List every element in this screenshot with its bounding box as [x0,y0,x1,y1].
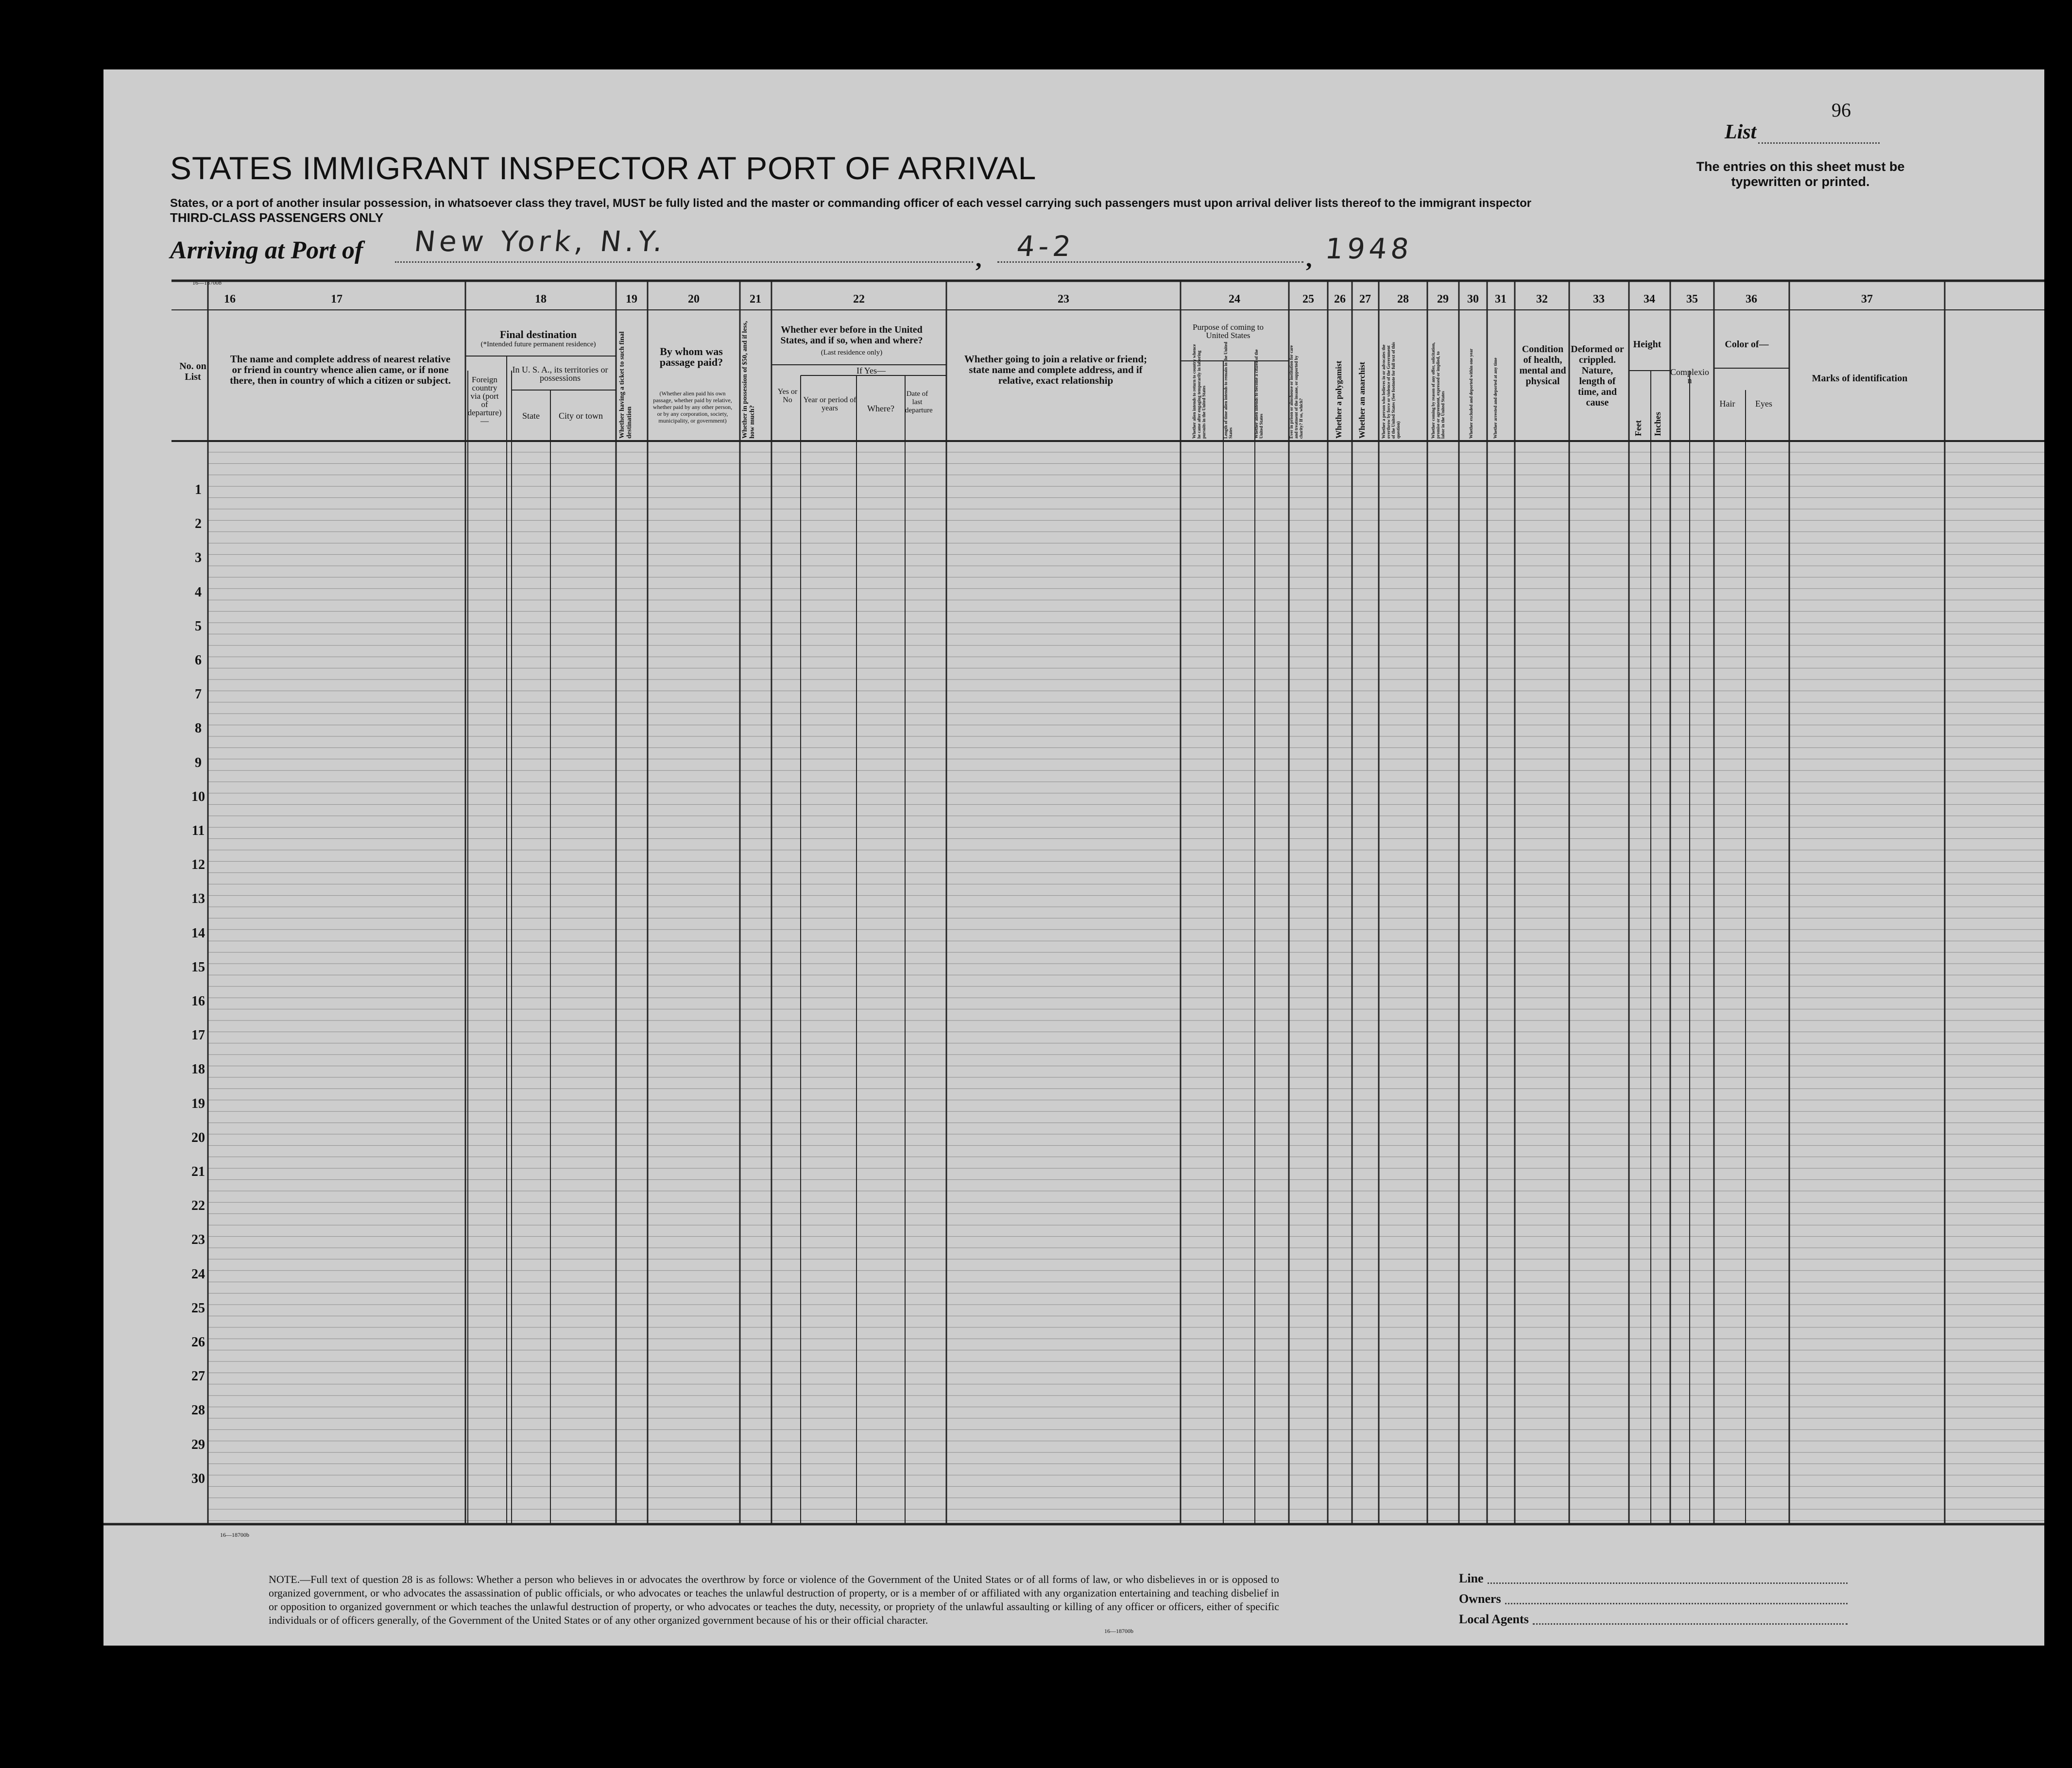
row-number: 27 [191,1369,205,1384]
col37-header: Marks of identification [1812,373,1908,384]
column-number: 29 [1437,293,1449,306]
column-number: 20 [688,293,700,306]
col21-header: Whether in possession of $50, and if less, how much? [741,321,756,439]
arriving-label: Arriving at Port of [170,237,363,264]
manifest-sheet: 96 List The entries on this sheet must be typewritten or printed. STATES IMMIGRANT INSPECTOR AT PORT OF ARRIVAL States, or a port of another insular possession, in whatsoever class they travel, MUST be fully listed and the master or commanding officer of each vessel carrying such passengers must upon arrival deliver lists thereof to the immigrant inspector THIRD-CLASS PASSENGERS ONLY Arriving at Port of New York, N.Y. , 4-2 , 1948 16—18700b 16 17 18 19 20 21 22 23 24 25 26 27 28 29 30 31 32 33 34 35 36 37 No. on List The name and complete address of nearest relative or friend in country whence alien came, or if none there, then in country of which a citizen or subject. Final destination (*Intended future permanent residence) Foreign country via (port of departure)— In U. S. A., its territories or possessions State City or town Whether having a ticket to such final destination By whom was passage paid? (Whether alien paid his own passage, whether paid by relative, whether paid by any other person, or by any corporation, society, municipality, or government) Whether in possession of $50, and if less, how much? Whether ever before in the United States, and if so, when and where? (Last residence only) Yes or No If Yes— Year or period of years Where? Date of last departure Whether going to join a relative or friend; state name and complete address, and if relative, exact relationship Purpose of coming to United States Whether alien intends to return to country whence he came after engaging temporarily in laboring pursuits in the United States Length of time alien intends to remain in the United States Whether alien intends to become a citizen of the United States Ever in prison or almshouse or institution for care and treatment of the insane, or supported by charity? If so, which? Whether a polygamist Whether an anarchist Whether a person who believes in or advocates the overthrow by force or violence of the Government of the United States (See footnote for full text of this question) Whether coming by reason of any offer, solicitation, promise or agreement, expressed or implied, to labor in the United States Whether excluded and deported within one year Whether arrested and deported at any time Condition of health, mental and physical Deformed or crippled. Nature, length of time, and cause Height Feet Inches Complexion Color of— Hair Eyes Marks of identification 1 2 3 4 5 6 7 8 9 10 11 12 13 14 15 16 17 18 19 20 21 22 23 24 25 26 27 28 29 30 16—18700b NOTE.—Full text of question 28 is as follows: Whether a person who believes in or advocates the overthrow by force or violence of the Government of the United States or of all forms of law, or who disbelieves in or is opposed to organized government, or who advocates the assassination of public officials, or who advocates or teaches the unlawful destruction of property, or is a member of or affiliated with any organization entertaining and teaching disbelief in or opposition to organized government or which teaches the unlawful destruction of property, or who advocates or teaches the duty, necessity, or propriety of the unlawful assaulting or killing of any officer or officers, either of specific individuals or of officers generally, of the Government of the United States or of any other organized government because of his or their official character. 16—18700b Line Owners Local Agents [103,69,2044,1646]
row-number: 5 [195,618,202,634]
col34-feet: Feet [1633,420,1643,436]
column-number: 30 [1467,293,1479,306]
col29-header: Whether coming by reason of any offer, solicitation, promise or agreement, expressed or implied, to labor in the United States [1431,342,1445,439]
col33-header: Deformed or crippled. Nature, length of time, and cause [1571,344,1624,408]
agents-field[interactable] [1533,1623,1848,1625]
row-number: 19 [191,1096,205,1111]
row-number: 16 [191,994,205,1009]
column-number: 21 [750,293,761,306]
column-number: 28 [1397,293,1409,306]
col36-eyes: Eyes [1755,399,1772,408]
col26-header: Whether a polygamist [1334,360,1343,439]
col36-hair: Hair [1719,399,1735,408]
column-number: 33 [1593,293,1605,306]
col24-return: Whether alien intends to return to country whence he came after engaging temporarily in laboring pursuits in the United States [1192,344,1206,439]
row-number: 2 [195,516,202,532]
column-number: 36 [1746,293,1757,306]
line-field[interactable] [1488,1582,1848,1584]
col22-date: Date of last departure [905,390,933,414]
row-number: 23 [191,1232,205,1248]
row-number: 13 [191,891,205,907]
footnote: NOTE.—Full text of question 28 is as follows: Whether a person who believes in or advocates the overthrow by force or violence of the Government of the United States or of all forms of law, or who disbelieves in or is opposed to organized government, or who advocates the assassination of public officials, or who advocates or teaches the unlawful destruction of property, or is a member of or affiliated with any organization entertaining and teaching disbelief in or opposition to organized government or which teaches the unlawful destruction of property, or who advocates or teaches the duty, necessity, or propriety of the unlawful assaulting or killing of any officer or officers, either of specific individuals or of officers generally, of the Government of the United States or of any other organized government because of his or their official character. [269,1573,1279,1626]
col19-header: Whether having a ticket to such final destination [618,331,633,439]
list-label: List [1725,121,1757,143]
col22-yesno: Yes or No [777,388,798,404]
row-number: 3 [195,550,202,566]
col24-title: Purpose of coming to United States [1193,323,1264,340]
owners-label: Owners [1459,1592,1501,1606]
column-number: 22 [853,293,865,306]
col22-ifyes: If Yes— [856,366,886,375]
col30-header: Whether excluded and deported within one year [1469,348,1473,439]
row-number: 24 [191,1266,205,1282]
row-number: 21 [191,1164,205,1179]
column-number: 16 [224,293,236,306]
row-number: 30 [191,1471,205,1486]
column-number: 34 [1644,293,1655,306]
column-number: 37 [1861,293,1873,306]
col34-title: Height [1633,339,1661,350]
col22-where: Where? [867,404,894,413]
column-number: 35 [1686,293,1698,306]
manifest-table [103,69,2044,1646]
col22-year: Year or period of years [803,396,856,412]
form-code-footnote: 16—18700b [1104,1628,1133,1634]
column-number: 27 [1359,293,1371,306]
col18-foreign: Foreign country via (port of departure)— [467,375,502,425]
form-code-bottom: 16—18700b [220,1531,249,1538]
line-label: Line [1459,1571,1484,1585]
row-number: 7 [195,687,202,702]
signature-block [1459,1565,1848,1627]
col20-subtitle: (Whether alien paid his own passage, whether paid by relative, whether paid by any other person, or by any corporation, society, municipality, or government) [652,390,733,424]
arrival-year: 1948 [1323,232,1415,265]
instruction-text: States, or a port of another insular possession, in whatsoever class they travel, MUST be fully listed and the master or commanding officer of each vessel carrying such passengers must upon arrival deliver lists thereof to the immigrant inspector [170,197,1532,210]
row-number: 25 [191,1300,205,1316]
column-number: 24 [1229,293,1240,306]
form-code-top: 16—18700b [192,279,222,286]
column-number: 19 [626,293,637,306]
row-number: 6 [195,653,202,668]
col20-title: By whom was passage paid? [659,345,723,368]
column-number: 26 [1334,293,1346,306]
row-number: 17 [191,1028,205,1043]
column-number: 25 [1302,293,1314,306]
column-number: 31 [1495,293,1507,306]
col22-subtitle: (Last residence only) [821,349,883,357]
col18-title: Final destination [499,328,577,340]
col22-title: Whether ever before in the United States, and if so, when and where? [780,324,923,346]
row-number: 9 [195,755,202,770]
entries-note: The entries on this sheet must be typewritten or printed. [1696,159,1905,189]
row-number: 12 [191,857,205,873]
col18-subtitle: (*Intended future permanent residence) [480,340,596,348]
row-number: 15 [191,959,205,975]
col35-header: Complexion [1670,367,1709,385]
row-number: 22 [191,1198,205,1214]
col18-usa: In U. S. A., its territories or possessions [512,365,608,383]
col23-header: Whether going to join a relative or friend; state name and complete address, and if relative, exact relationship [964,353,1147,386]
col36-title: Color of— [1725,339,1769,350]
row-number: 26 [191,1335,205,1350]
col31-header: Whether arrested and deported at any time [1493,357,1498,439]
class-label: THIRD-CLASS PASSENGERS ONLY [170,210,384,225]
row-number: 8 [195,721,202,736]
row-number: 29 [191,1437,205,1452]
col34-inches: Inches [1653,411,1662,436]
row-number: 28 [191,1403,205,1418]
row-number: 1 [195,482,202,497]
col24-length: Length of time alien intends to remain in the United States [1223,341,1233,439]
agents-label: Local Agents [1459,1612,1529,1626]
column-number: 23 [1058,293,1069,306]
row-number: 18 [191,1062,205,1077]
row-number: 10 [191,789,205,804]
col25-header: Ever in prison or almshouse or institution for care and treatment of the insane, or supported by charity? If so, which? [1289,345,1303,439]
column-number: 32 [1536,293,1548,306]
row-number: 14 [191,925,205,941]
form-title: STATES IMMIGRANT INSPECTOR AT PORT OF ARRIVAL [170,150,1037,186]
col24-citizen: Whether alien intends to become a citizen of the United States [1254,349,1264,439]
row-number: 11 [191,823,205,838]
col17-header: The name and complete address of nearest relative or friend in country whence alien came, or if none there, then in country of which a citizen or subject. [230,353,451,386]
row-number: 20 [191,1130,205,1145]
arrival-port: New York, N.Y. [412,225,668,258]
column-number: 18 [535,293,547,306]
col27-header: Whether an anarchist [1357,361,1367,439]
col16-header: No. on List [179,361,206,382]
col18-state: State [522,411,540,421]
col32-header: Condition of health, mental and physical [1519,344,1566,387]
page-number: 96 [1832,99,1851,121]
col28-header: Whether a person who believes in or advocates the overthrow by force or violence of the Government of the United States (See footnote for full text of this question) [1381,342,1401,439]
arrival-date: 4-2 [1015,230,1077,263]
col18-city: City or town [558,411,603,421]
column-number: 17 [331,293,342,306]
owners-field[interactable] [1505,1603,1848,1604]
row-number: 4 [195,584,202,600]
